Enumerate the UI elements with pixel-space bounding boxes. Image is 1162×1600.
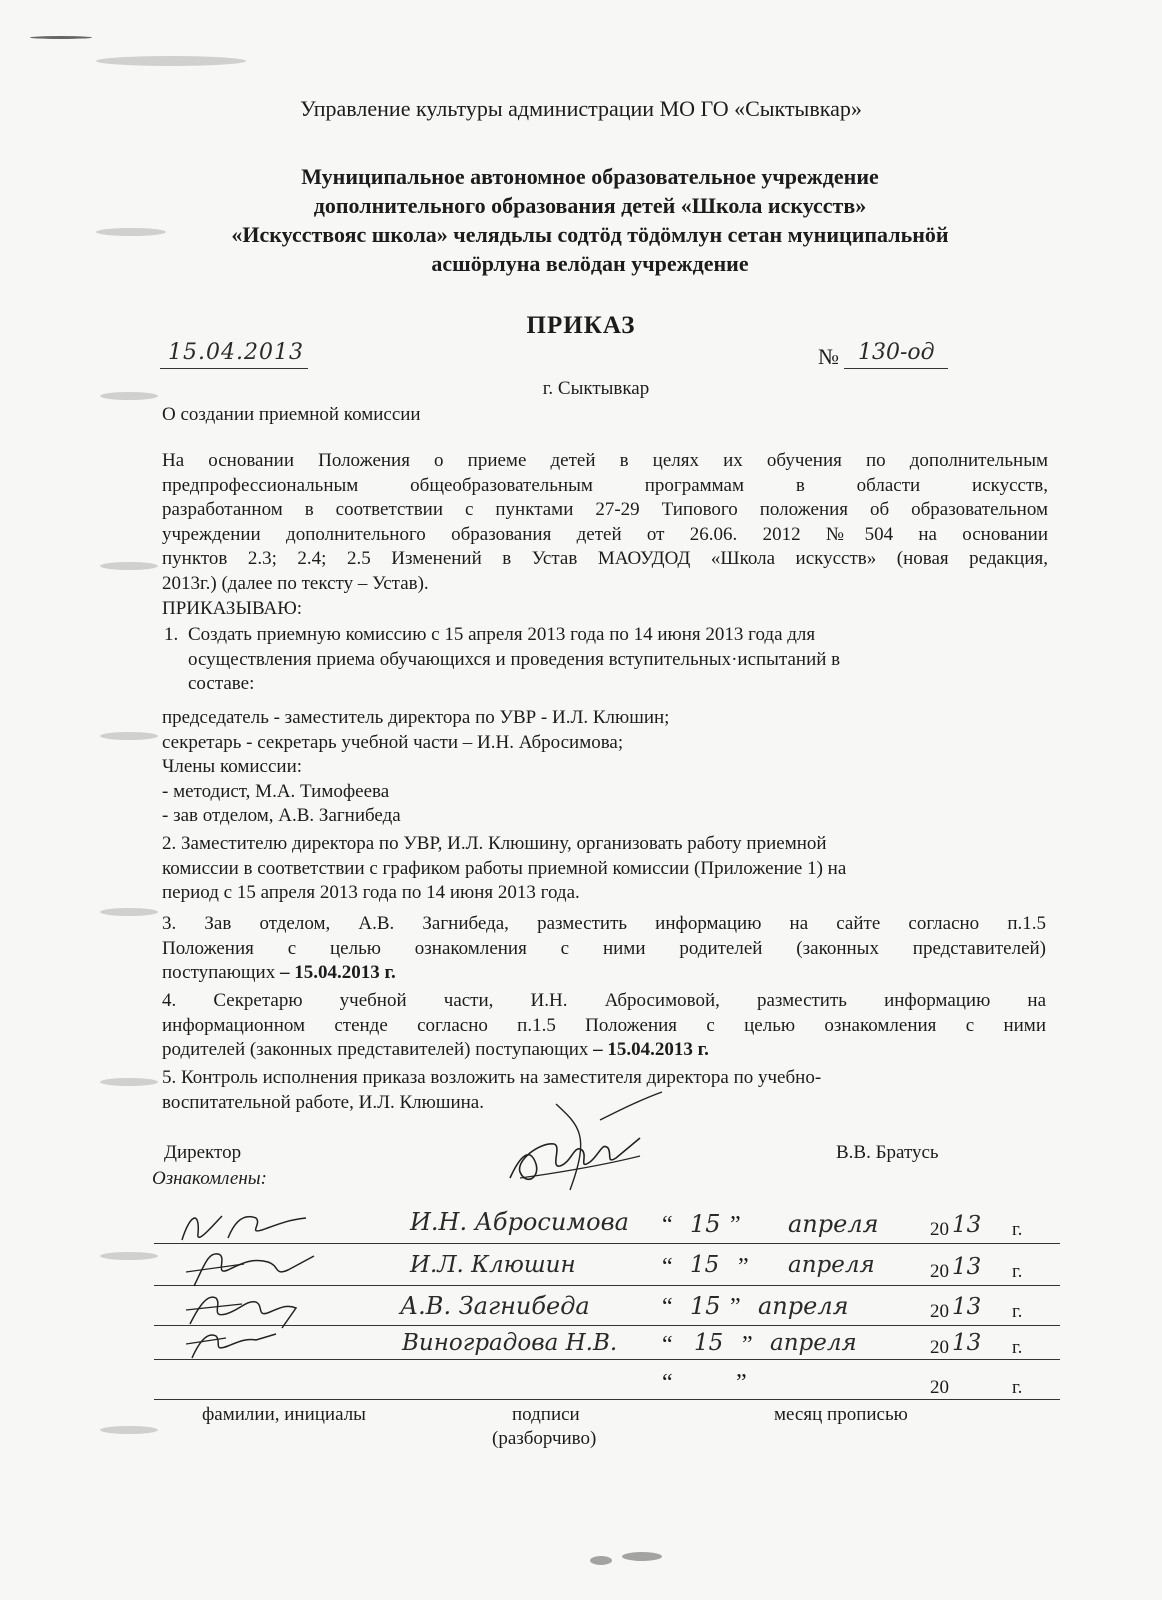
text-line: 3. Зав отделом, А.В. Загнибеда, разместить информацию на сайте согласно п.1.5 (162, 913, 1046, 934)
text-line: предпрофессиональным общеобразовательным программам в области искусств, (162, 474, 1048, 496)
text-line: разработанном в соответствии с пунктами 27-29 Типового положения об образовательном (162, 499, 1048, 520)
acknowledged-label: Ознакомлены: (152, 1168, 267, 1189)
commission-members (162, 706, 669, 829)
col-label-signatures: подписи (512, 1404, 580, 1425)
ack-signature (176, 1204, 356, 1248)
ack-year-suffix: 13 (952, 1254, 982, 1280)
ack-year-suffix: 13 (952, 1330, 982, 1356)
close-quote: ” (730, 1212, 741, 1238)
scan-smudge (100, 1426, 158, 1434)
text-line: Создать приемную комиссию с 15 апреля 2013 года по 14 июня 2013 года для (188, 624, 816, 645)
document-title: ПРИКАЗ (526, 312, 636, 339)
date-underline (160, 368, 308, 369)
text-line: воспитательной работе, И.Л. Клюшина. (162, 1091, 484, 1113)
org-line: «Искусствояс школа» челядьлы содтöд тöдöмлун сетан муниципальнöй (231, 222, 949, 247)
director-name: В.В. Братусь (836, 1142, 939, 1163)
item-number: 1. (164, 624, 179, 645)
text-line: составе: (188, 673, 255, 694)
ack-day: 15 (694, 1330, 724, 1356)
organization-name (150, 162, 1030, 278)
scan-smudge (100, 1252, 158, 1260)
order-item-3 (162, 912, 1046, 986)
text-line: пунктов 2.3; 2.4; 2.5 Изменений в Устав МАОУДОД «Школа искусств» (новая редакция, (162, 548, 1048, 569)
scan-smudge (622, 1552, 662, 1561)
ack-year-g: г. (1012, 1219, 1023, 1240)
open-quote: “ (662, 1212, 673, 1238)
text-line: 4. Секретарю учебной части, И.Н. Абросимовой, разместить информацию на (162, 990, 1046, 1011)
scan-smudge (100, 732, 158, 740)
order-item-4 (162, 989, 1046, 1063)
open-quote: “ (662, 1370, 673, 1396)
text-fragment: родителей (законных представителей) поступающих (162, 1039, 589, 1060)
col-label-names: фамилии, инициалы (202, 1404, 366, 1425)
text-fragment: поступающих (162, 962, 276, 983)
basis-paragraph (162, 449, 1048, 596)
open-quote: “ (662, 1294, 673, 1320)
text-line: 2. Заместителю директора по УВР, И.Л. Клюшину, организовать работу приемной (162, 833, 827, 854)
org-line: Муниципальное автономное образовательное учреждение (301, 164, 879, 189)
members-label: Члены комиссии: (162, 756, 303, 777)
text-line: 2013г.) (далее по тексту – Устав). (162, 572, 429, 594)
org-line: дополнительного образования детей «Школа искусств» (313, 193, 867, 218)
order-number: 130-од (858, 340, 935, 365)
text-line (162, 1038, 1046, 1063)
org-line: асшöрлуна велöдан учреждение (431, 251, 749, 276)
ack-year-suffix: 13 (952, 1294, 982, 1320)
close-quote: ” (742, 1332, 753, 1358)
department-name: Управление культуры администрации МО ГО «Сыктывкар» (300, 96, 862, 121)
order-word: ПРИКАЗЫВАЮ: (162, 598, 303, 619)
ack-signature (184, 1246, 344, 1290)
text-line: Положения с целью ознакомления с ними родителей (законных представителей) (162, 937, 1046, 959)
col-label-month: месяц прописью (774, 1404, 908, 1425)
ack-month: апреля (788, 1210, 879, 1238)
ack-year-suffix: 13 (952, 1212, 982, 1238)
close-quote: ” (738, 1254, 749, 1280)
director-signature (490, 1086, 680, 1196)
text-line: комиссии в соответствии с графиком работы приемной комиссии (Приложение 1) на (162, 857, 847, 879)
ack-year-prefix: 20 (930, 1261, 949, 1282)
col-label-signatures-note: (разборчиво) (492, 1428, 597, 1449)
ack-day: 15 (690, 1252, 720, 1278)
scan-smudge (590, 1556, 612, 1565)
open-quote: “ (662, 1254, 673, 1280)
member-line: - методист, М.А. Тимофеева (162, 780, 390, 802)
ack-year-g: г. (1012, 1261, 1023, 1282)
text-line: информационном стенде согласно п.1.5 Положения с целью ознакомления с ними (162, 1014, 1046, 1036)
scan-smudge (100, 908, 158, 916)
text-line: осуществления приема обучающихся и проведения вступительных·испытаний в (188, 648, 841, 670)
director-position: Директор (164, 1142, 242, 1163)
ack-signature (186, 1324, 296, 1364)
member-line: - зав отделом, А.В. Загнибеда (162, 805, 401, 826)
ack-year-prefix: 20 (930, 1301, 949, 1322)
ack-month: апреля (758, 1292, 849, 1320)
ack-day: 15 (690, 1210, 721, 1238)
text-line: период с 15 апреля 2013 года по 14 июня 2013 года. (162, 882, 580, 903)
order-item-1 (164, 623, 1044, 697)
close-quote: ” (730, 1294, 741, 1320)
ack-month: апреля (770, 1330, 857, 1356)
ack-year-prefix: 20 (930, 1377, 949, 1398)
order-item-2 (162, 832, 846, 906)
city: г. Сыктывкар (542, 378, 650, 399)
secretary-line: секретарь - секретарь учебной части – И.Н. Абросимова; (162, 731, 624, 753)
ack-name: И.Л. Клюшин (410, 1252, 576, 1278)
ack-name: А.В. Загнибеда (400, 1292, 590, 1320)
scan-smudge (100, 562, 158, 570)
ack-name: Виноградова Н.В. (402, 1330, 618, 1356)
scan-smudge (96, 56, 246, 66)
ack-year-g: г. (1012, 1377, 1023, 1398)
text-line: На основании Положения о приеме детей в целях их обучения по дополнительным (162, 450, 1048, 471)
number-underline (844, 368, 948, 369)
chair-line: председатель - заместитель директора по УВР - И.Л. Клюшин; (162, 707, 670, 728)
ack-year-g: г. (1012, 1301, 1023, 1322)
ack-year-prefix: 20 (930, 1337, 949, 1358)
deadline-date: – 15.04.2013 г. (275, 962, 396, 983)
ack-year-prefix: 20 (930, 1219, 949, 1240)
ack-name: И.Н. Абросимова (410, 1208, 629, 1236)
ack-row-line (154, 1399, 1060, 1400)
ack-month: апреля (788, 1252, 875, 1278)
text-line: 5. Контроль исполнения приказа возложить на заместителя директора по учебно- (162, 1067, 822, 1088)
scan-smudge (100, 1078, 158, 1086)
deadline-date: – 15.04.2013 г. (588, 1039, 709, 1060)
order-date: 15.04.2013 (168, 340, 304, 365)
order-number-label: № (818, 344, 839, 369)
open-quote: “ (662, 1332, 673, 1358)
order-subject: О создании приемной комиссии (162, 404, 421, 425)
close-quote: ” (736, 1370, 747, 1396)
ack-day: 15 (690, 1292, 721, 1320)
scan-mark (30, 36, 92, 39)
text-line: учреждении дополнительного образования детей от 26.06. 2012 №504 на основании (162, 523, 1048, 545)
ack-year-g: г. (1012, 1337, 1023, 1358)
text-line (162, 961, 1046, 986)
